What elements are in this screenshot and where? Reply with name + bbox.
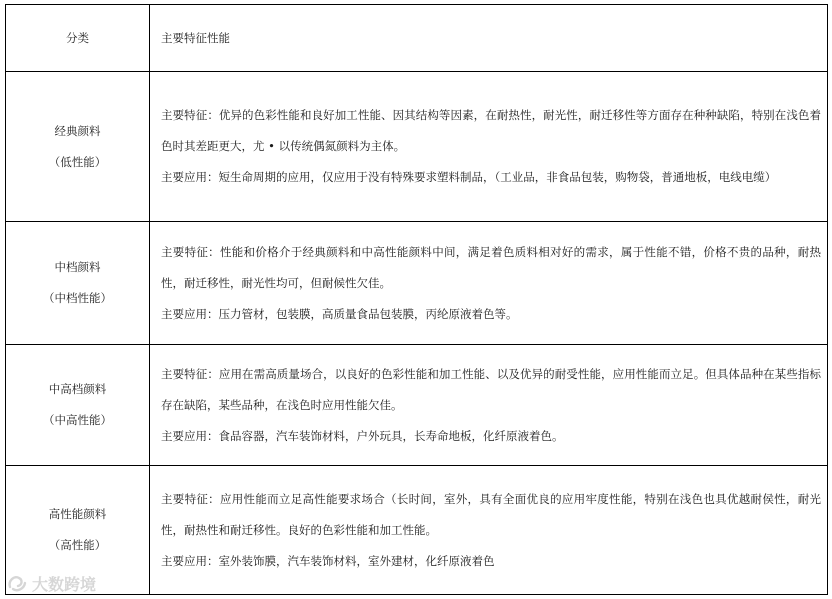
feature-text: 主要特征：应用在需高质量场合，以良好的色彩性能和加工性能、以及优异的耐受性能，应用性能而立足。但具体品种在某些指标存在缺陷，某些品种，在浅色时应用性能欠佳。	[161, 366, 821, 412]
header-features-label: 主要特征性能	[161, 30, 230, 45]
category-name: 中档颜料	[54, 260, 101, 274]
description-cell	[150, 72, 828, 222]
description-cell	[150, 222, 828, 345]
category-name: 经典颜料	[54, 123, 101, 138]
table-header-row	[6, 5, 828, 72]
category-name: 高性能颜料	[48, 507, 107, 521]
header-category-label: 分类	[66, 30, 89, 45]
category-cell	[6, 222, 150, 345]
feature-text: 主要特征：性能和价格介于经典颜料和中高性能颜料中间，满足着色质料相对好的需求，属于性能不错，价格不贵的品种，耐热性，耐迁移性，耐光性均可，但耐候性欠佳。	[161, 244, 821, 290]
category-cell	[6, 345, 150, 466]
pigment-classification-table	[5, 4, 828, 595]
description-cell	[150, 345, 828, 466]
feature-text: 主要特征：应用性能而立足高性能要求场合（长时间，室外，具有全面优良的应用牢度性能，特别在浅色也具优越耐侯性，耐光性，耐热性和耐迁移性。良好的色彩性能和加工性能。	[161, 491, 821, 537]
logo-icon	[6, 573, 28, 593]
application-text: 主要应用：食品容器，汽车装饰材料，户外玩具，长寿命地板，化纤原液着色。	[161, 428, 564, 443]
table-row	[6, 345, 828, 466]
application-text: 主要应用：室外装饰膜，汽车装饰材料，室外建材，化纤原液着色	[161, 553, 495, 568]
category-level: （高性能）	[48, 538, 107, 552]
watermark-text: 大数跨境	[32, 574, 97, 594]
table-row	[6, 72, 828, 222]
category-level: （低性能）	[48, 154, 107, 169]
header-features-cell	[150, 5, 828, 72]
category-level: （中高性能）	[43, 413, 112, 427]
category-level: （中档性能）	[43, 291, 112, 305]
application-text: 主要应用：压力管材，包装膜，高质量食品包装膜，丙纶原液着色等。	[161, 306, 518, 321]
feature-text: 主要特征：优异的色彩性能和良好加工性能、因其结构等因素，在耐热性，耐光性，耐迁移性等方面存在种种缺陷，特别在浅色着色时其差距更大，尤 • 以传统偶氮颜料为主体。	[161, 108, 821, 153]
category-cell	[6, 72, 150, 222]
header-category-cell	[6, 5, 150, 72]
watermark	[6, 571, 96, 595]
category-name: 中高档颜料	[48, 382, 107, 396]
description-cell	[150, 466, 828, 595]
table-row	[6, 466, 828, 595]
application-text: 主要应用：短生命周期的应用，仅应用于没有特殊要求塑料制品，（工业品，非食品包装，购物袋，普通地板，电线电缆）	[161, 170, 777, 184]
table-row	[6, 222, 828, 345]
